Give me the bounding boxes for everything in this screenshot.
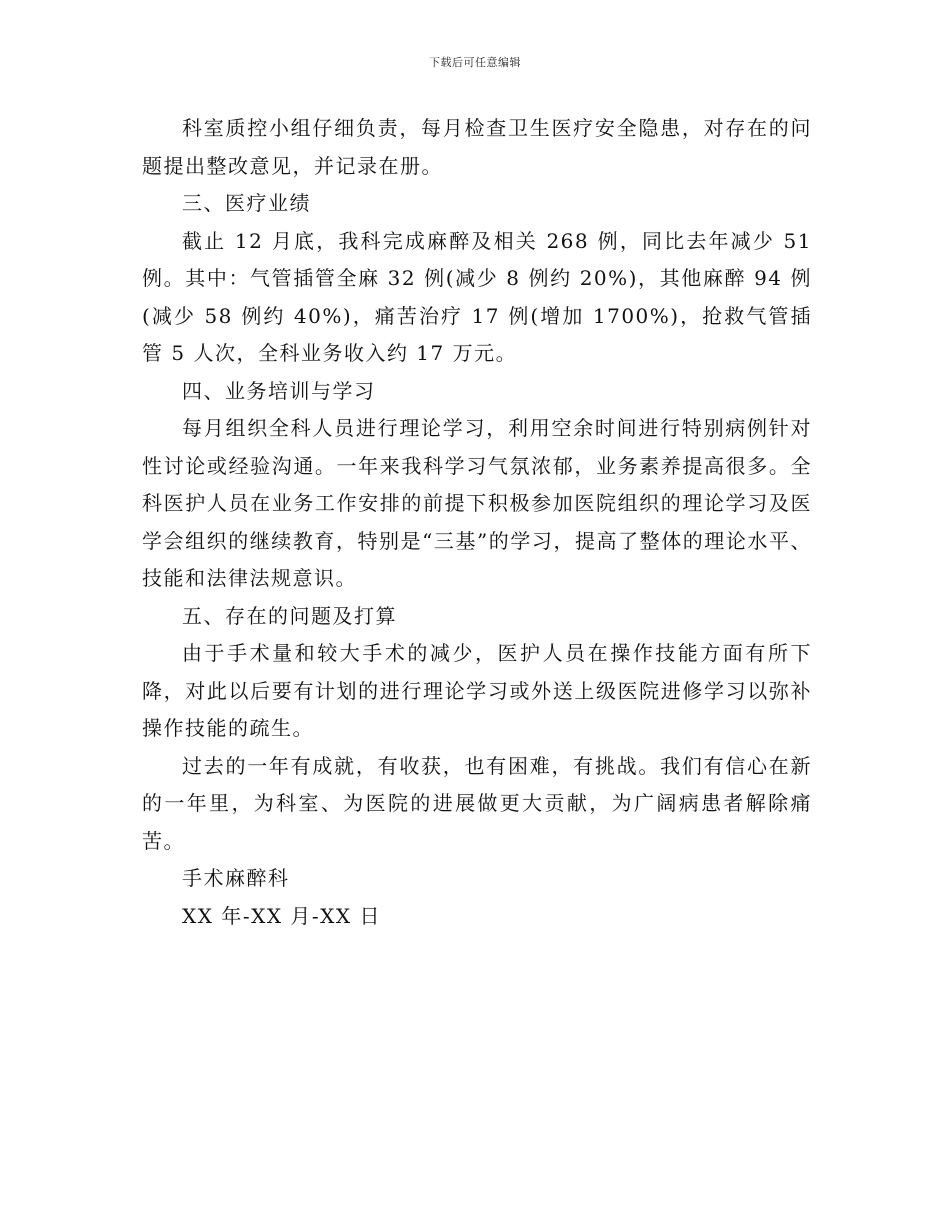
paragraph-quality-control: 科室质控小组仔细负责，每月检查卫生医疗安全隐患，对存在的问题提出整改意见，并记录在册。 [142, 116, 812, 178]
document-body [142, 110, 812, 935]
paragraph-problems-plans: 由于手术量和较大手术的减少，医护人员在操作技能方面有所下降，对此以后要有计划的进行理论学习或外送上级医院进修学习以弥补操作技能的疏生。 [142, 641, 812, 740]
signature-department: 手术麻醉科 [182, 866, 290, 890]
section-heading-training: 四、业务培训与学习 [182, 378, 376, 403]
paragraph-training: 每月组织全科人员进行理论学习，利用空余时间进行特别病例针对性讨论或经验沟通。一年来我科学习气氛浓郁，业务素养提高很多。全科医护人员在业务工作安排的前提下积极参加医院组织的理论学习及医学会组织的继续教育，特别是“三基”的学习，提高了整体的理论水平、技能和法律法规意识。 [142, 416, 812, 590]
paragraph-medical-performance: 截止 12 月底，我科完成麻醉及相关 268 例，同比去年减少 51 例。其中：气管插管全麻 32 例(减少 8 例约 20%)，其他麻醉 94 例(减少 58 例约 40%)，痛苦治疗 17 例(增加 1700%)，抢救气管插管 5 人次，全科业务收入约 17 万元。 [142, 228, 812, 365]
signature-date: XX 年-XX 月-XX 日 [182, 903, 382, 928]
paragraph-conclusion: 过去的一年有成就，有收获，也有困难，有挑战。我们有信心在新的一年里，为科室、为医院的进展做更大贡献，为广阔病患者解除痛苦。 [142, 753, 812, 853]
section-heading-problems-plans: 五、存在的问题及打算 [182, 603, 397, 628]
section-heading-medical-performance: 三、医疗业绩 [182, 191, 311, 215]
page-header: 下载后可任意编辑 [429, 56, 521, 69]
